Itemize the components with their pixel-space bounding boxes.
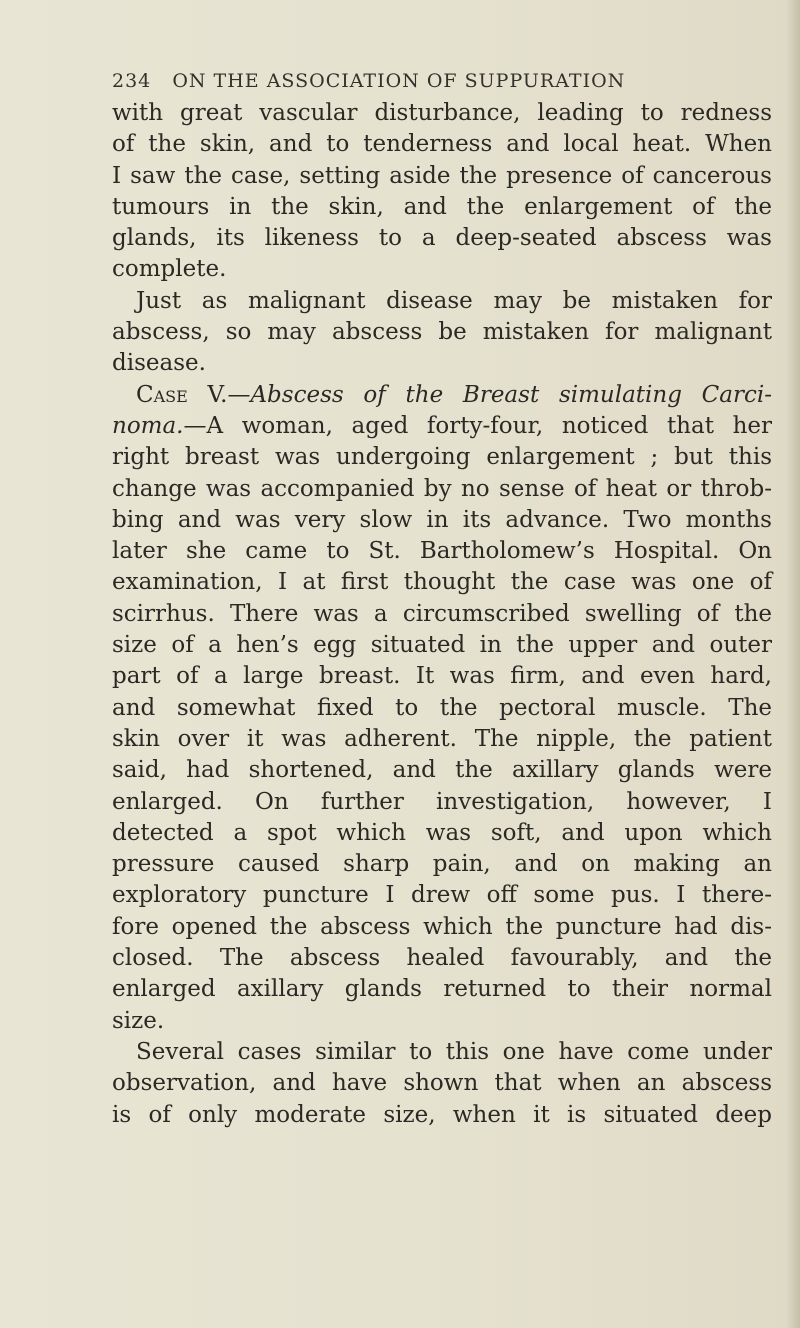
case-dash: —	[227, 381, 251, 408]
text-line: fore opened the abscess which the puncture had dis-	[112, 913, 772, 940]
text-line: disease.	[112, 350, 206, 377]
text-line: part of a large breast. It was firm, and even hard,	[112, 663, 772, 690]
text-line: pressure caused sharp pain, and on making an	[112, 851, 772, 878]
text-line: I saw the case, setting aside the presence of cancerous	[112, 162, 772, 189]
text-line: scirrhus. There was a circumscribed swelling of the	[112, 600, 772, 627]
text-line: size.	[112, 1007, 165, 1034]
text-line: is of only moderate size, when it is situated deep	[112, 1101, 772, 1128]
text-line	[112, 411, 772, 442]
text-line: enlarged axillary glands returned to their normal	[112, 976, 772, 1003]
body-text	[112, 98, 772, 1131]
text-line: right breast was undergoing enlargement ; but this	[112, 444, 772, 471]
text-line: and somewhat fixed to the pectoral muscle. The	[112, 694, 772, 721]
case-text-start: —A woman, aged forty-four, noticed that her	[183, 412, 772, 439]
text-line: enlarged. On further investigation, however, I	[112, 788, 772, 815]
text-line: of the skin, and to tenderness and local heat. When	[112, 131, 772, 158]
text-line: examination, I at first thought the case was one of	[112, 569, 772, 596]
text-line: skin over it was adherent. The nipple, the patient	[112, 725, 772, 752]
text-line: closed. The abscess healed favourably, and the	[112, 945, 772, 972]
text-line: change was accompanied by no sense of heat or throb-	[112, 475, 772, 502]
text-line: complete.	[112, 256, 227, 283]
text-line: abscess, so may abscess be mistaken for malignant	[112, 319, 772, 346]
case-heading-line	[112, 380, 772, 411]
text-line: later she came to St. Bartholomew’s Hospital. On	[112, 538, 772, 565]
case-title-end: noma.	[112, 412, 184, 439]
text-line: observation, and have shown that when an abscess	[112, 1070, 772, 1097]
text-line: glands, its likeness to a deep-seated abscess was	[112, 225, 772, 252]
text-line: detected a spot which was soft, and upon which	[112, 819, 772, 846]
running-head-title: ON THE ASSOCIATION OF SUPPURATION	[172, 70, 626, 92]
text-line: size of a hen’s egg situated in the upper and outer	[112, 632, 772, 659]
text-line: Several cases similar to this one have come under	[136, 1038, 772, 1065]
running-head	[112, 70, 625, 92]
page-edge-shadow	[786, 0, 800, 1328]
text-line: Just as malignant disease may be mistaken for	[136, 287, 772, 314]
case-title: Abscess of the Breast simulating Carci-	[250, 381, 772, 408]
text-line: exploratory puncture I drew off some pus. I there-	[112, 882, 772, 909]
case-label: Case V.	[136, 381, 228, 408]
text-line: said, had shortened, and the axillary glands were	[112, 757, 772, 784]
page-number: 234	[112, 70, 152, 92]
text-line: bing and was very slow in its advance. Two months	[112, 506, 772, 533]
text-line: tumours in the skin, and the enlargement of the	[112, 193, 772, 220]
text-line: with great vascular disturbance, leading to redness	[112, 100, 772, 126]
